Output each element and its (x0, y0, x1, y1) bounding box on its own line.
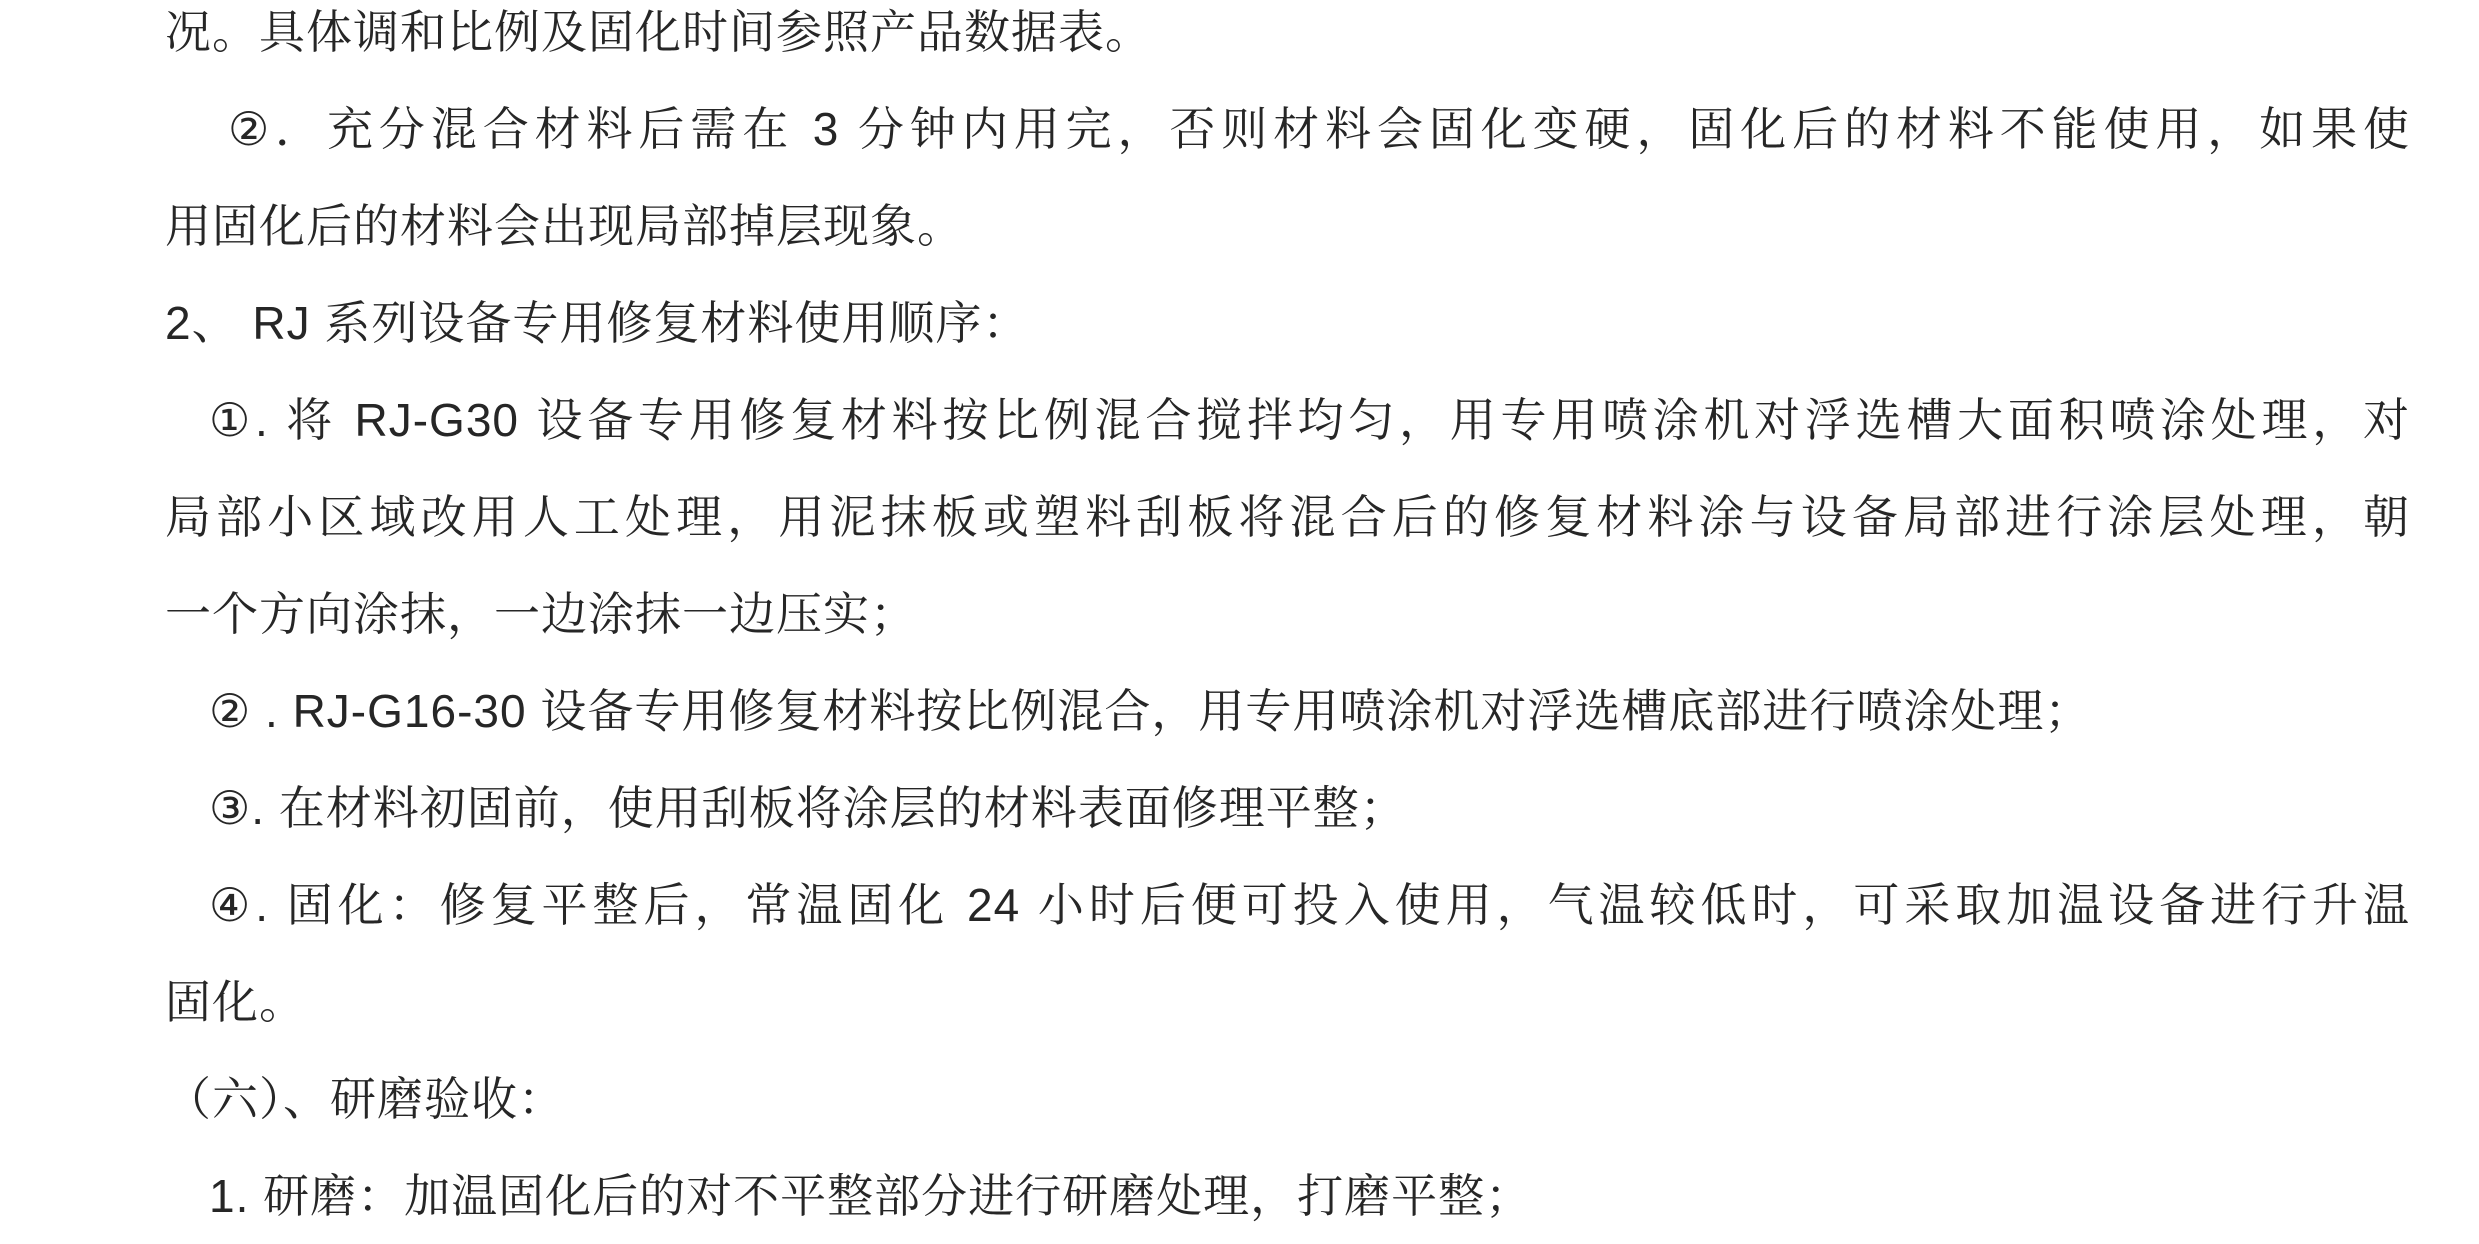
text-line: 局部小区域改用人工处理，用泥抹板或塑料刮板将混合后的修复材料涂与设备局部进行涂层处理，朝 (165, 491, 2410, 543)
section-heading-line: 2、 RJ 系列设备专用修复材料使用顺序： (165, 297, 1030, 349)
text-line: 用固化后的材料会出现局部掉层现象。 (165, 200, 964, 252)
text-line: 1. 研磨：加温固化后的对不平整部分进行研磨处理，打磨平整； (209, 1170, 1533, 1222)
text-line: 固化。 (165, 976, 306, 1028)
text-line: 况。具体调和比例及固化时间参照产品数据表。 (165, 6, 1152, 58)
section-heading-line: （六）、研磨验收： (165, 1073, 565, 1125)
text-line: ② . RJ-G16-30 设备专用修复材料按比例混合，用专用喷涂机对浮选槽底部进行喷涂处理； (209, 685, 2092, 737)
text-line: ①. 将 RJ-G30 设备专用修复材料按比例混合搅拌均匀，用专用喷涂机对浮选槽大面积喷涂处理，对 (209, 394, 2410, 446)
text-line: ②．充分混合材料后需在 3 分钟内用完，否则材料会固化变硬，固化后的材料不能使用，如果使 (228, 103, 2410, 155)
text-line: 一个方向涂抹，一边涂抹一边压实； (165, 588, 917, 640)
text-line: ④. 固化：修复平整后，常温固化 24 小时后便可投入使用，气温较低时，可采取加温设备进行升温 (209, 879, 2410, 931)
text-line: ③. 在材料初固前，使用刮板将涂层的材料表面修理平整； (209, 782, 1407, 834)
